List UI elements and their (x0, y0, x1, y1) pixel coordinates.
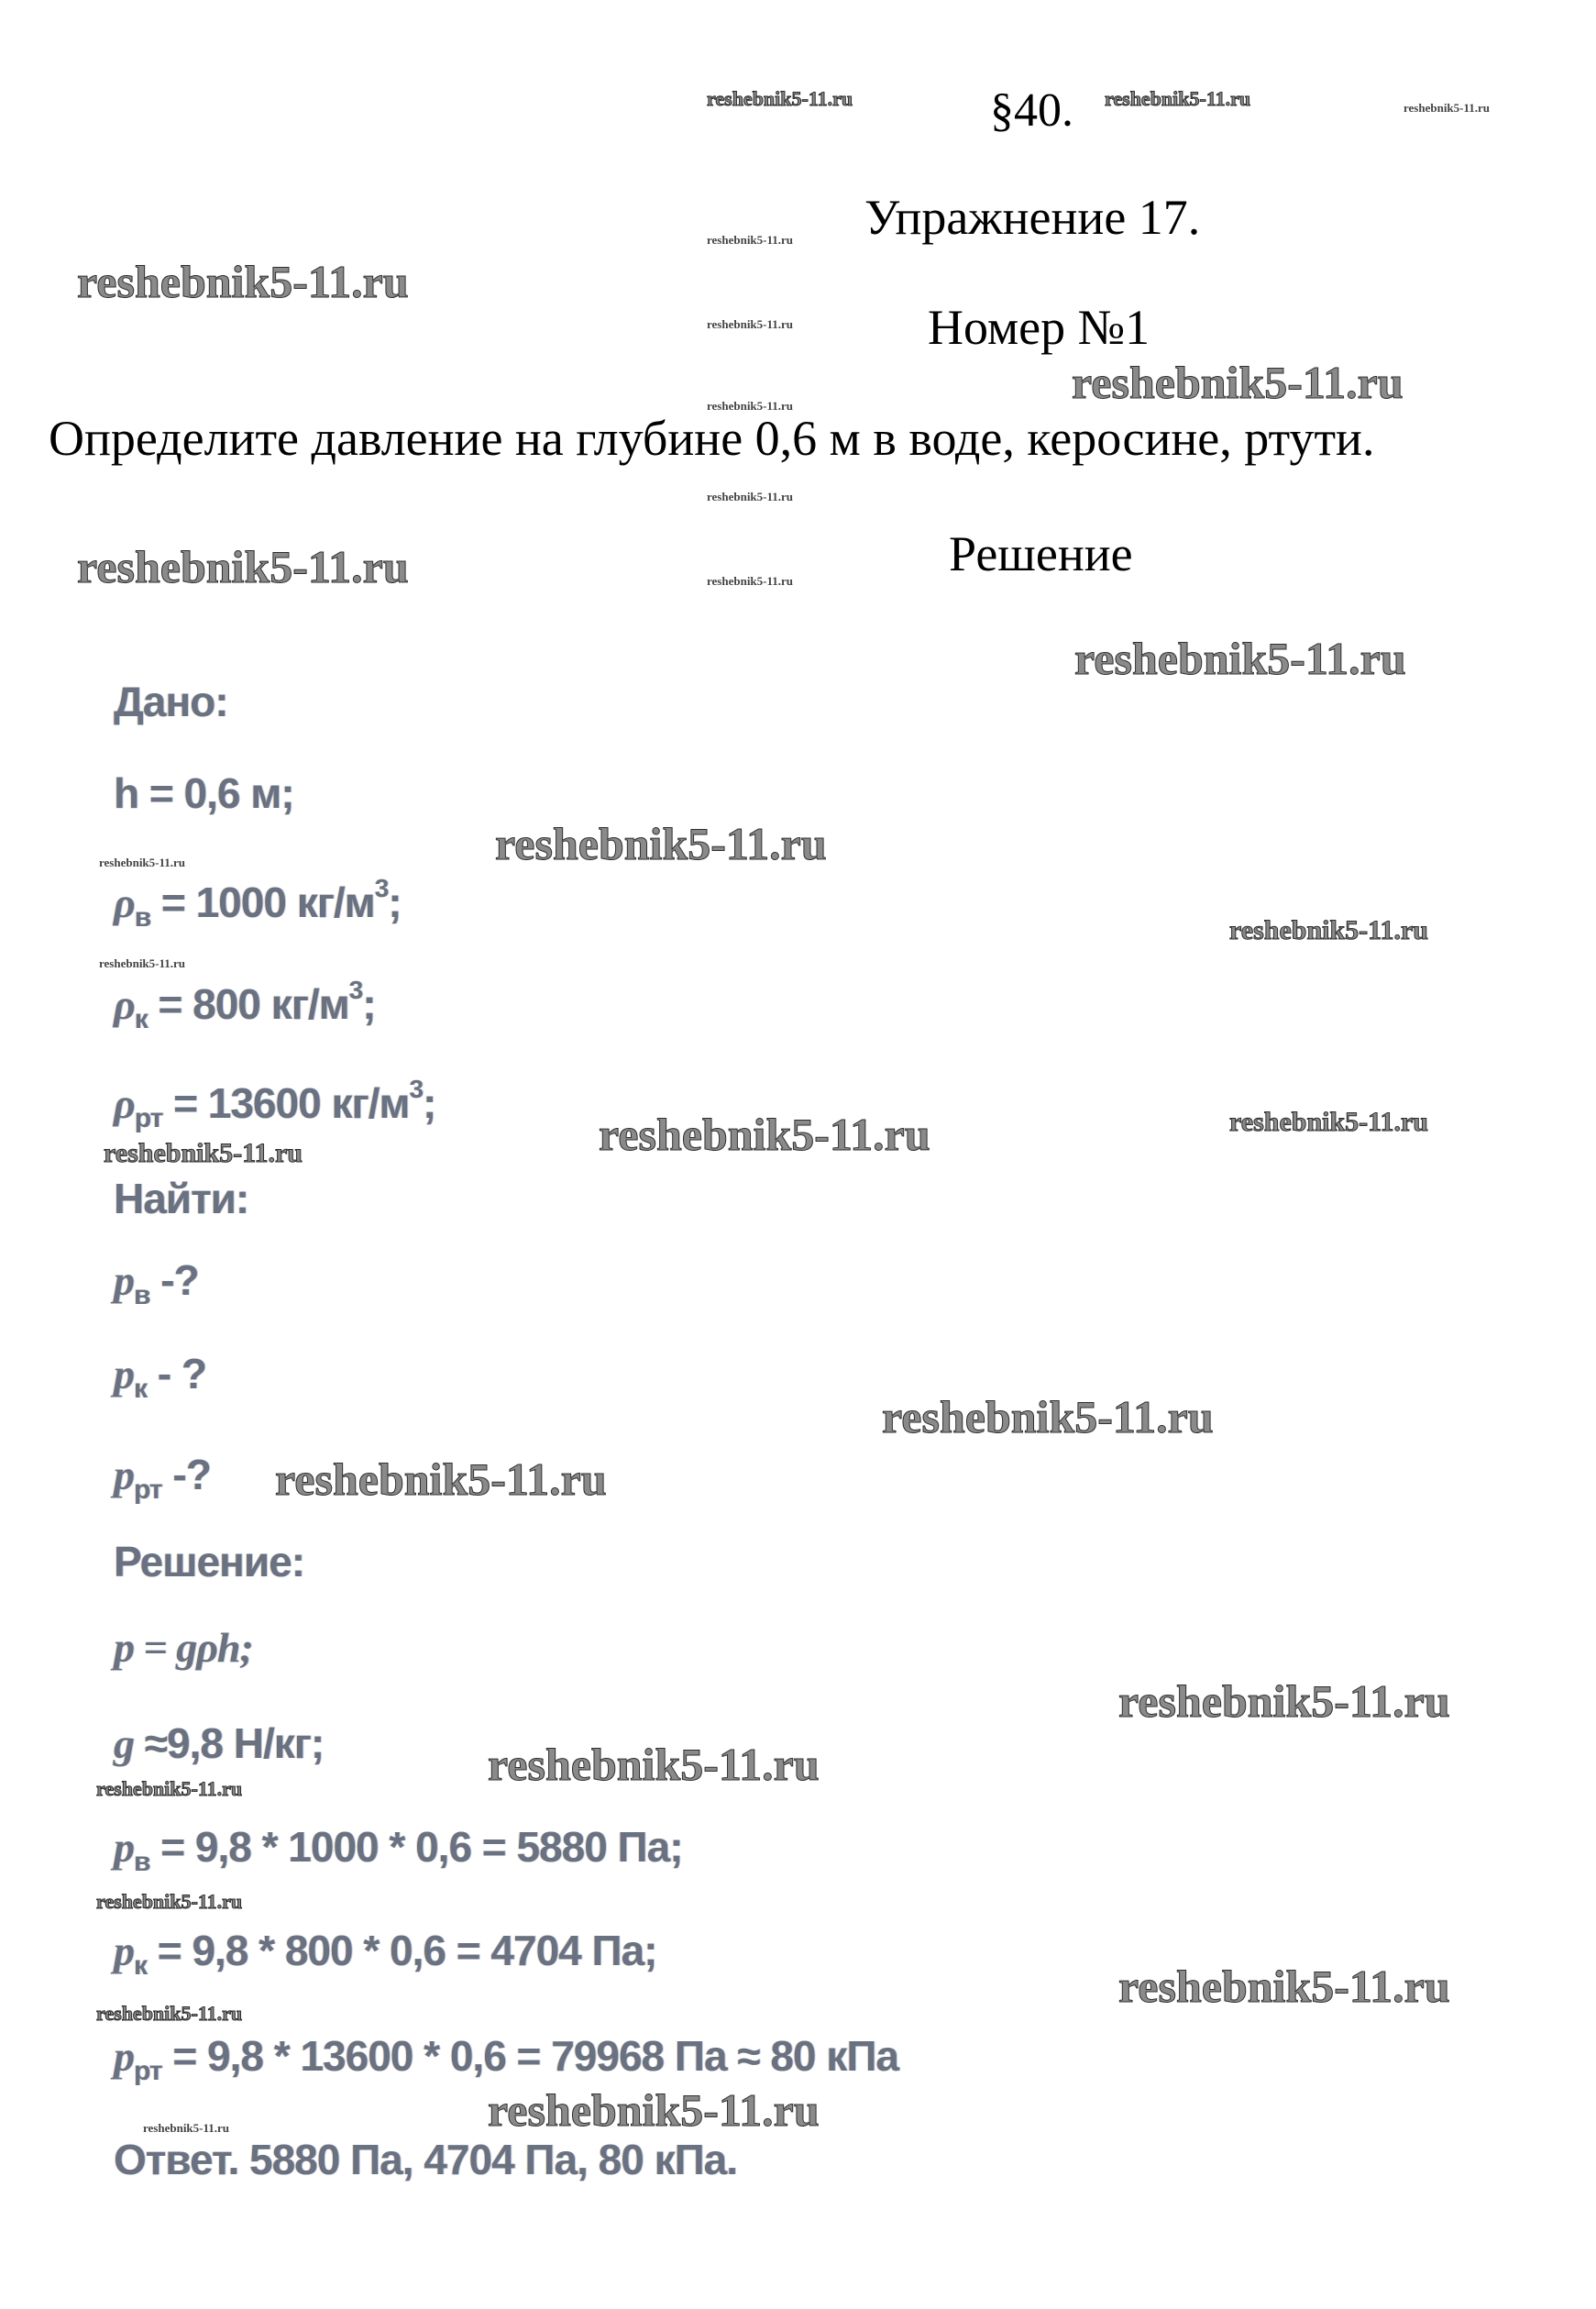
problem-number: Номер №1 (928, 300, 1150, 355)
watermark: reshebnik5-11.ru (1229, 915, 1428, 945)
watermark: reshebnik5-11.ru (96, 1890, 243, 1913)
watermark: reshebnik5-11.ru (77, 541, 409, 592)
watermark: reshebnik5-11.ru (1074, 633, 1406, 684)
watermark: reshebnik5-11.ru (488, 1739, 820, 1790)
watermark: reshebnik5-11.ru (707, 399, 794, 413)
watermark: reshebnik5-11.ru (77, 256, 409, 307)
watermark: reshebnik5-11.ru (707, 233, 794, 247)
solution-heading: Решение (949, 526, 1133, 581)
watermark: reshebnik5-11.ru (143, 2121, 230, 2135)
watermark: reshebnik5-11.ru (96, 2002, 243, 2025)
watermark: reshebnik5-11.ru (104, 1138, 303, 1168)
watermark: reshebnik5-11.ru (99, 956, 186, 970)
find-p-mercury: $p_{рт}$ -? (114, 1451, 211, 1505)
watermark: reshebnik5-11.ru (1118, 1961, 1450, 2012)
watermark: reshebnik5-11.ru (1118, 1675, 1450, 1727)
watermark: reshebnik5-11.ru (707, 490, 794, 503)
watermark: reshebnik5-11.ru (275, 1453, 607, 1505)
watermark: reshebnik5-11.ru (488, 2084, 820, 2136)
given-rho-water: $\rho_в = 1000$ $кг/м^3$; (114, 874, 402, 933)
given-rho-mercury: $\rho_{рт} = 13600$ $кг/м^3$; (114, 1075, 436, 1133)
calc-p-mercury: $p_{рт} = 9,8 * 13600 * 0,6 = 79968$ Па ≈ 80 кПа (114, 2032, 898, 2086)
watermark: reshebnik5-11.ru (1105, 87, 1251, 110)
calc-p-kerosene: $p_к = 9,8 * 800 * 0,6 = 4704$ Па; (114, 1927, 657, 1981)
watermark: reshebnik5-11.ru (1072, 357, 1403, 408)
watermark: reshebnik5-11.ru (1229, 1107, 1428, 1137)
calc-p-water: $p_в = 9,8 * 1000 * 0,6 = 5880$ Па; (114, 1823, 683, 1877)
watermark: reshebnik5-11.ru (707, 87, 853, 110)
watermark: reshebnik5-11.ru (495, 818, 827, 869)
given-rho-kerosene: $\rho_к = 800$ $кг/м^3$; (114, 976, 376, 1034)
watermark: reshebnik5-11.ru (96, 1777, 243, 1800)
watermark: reshebnik5-11.ru (707, 317, 794, 331)
find-label: Найти: (114, 1175, 249, 1222)
answer: Ответ. 5880 Па, 4704 Па, 80 кПа. (114, 2136, 738, 2183)
solve-label: Решение: (114, 1538, 305, 1585)
problem-question: Определите давление на глубине 0,6 м в воде, керосине, ртути. (49, 411, 1375, 466)
exercise-title: Упражнение 17. (864, 190, 1201, 245)
find-p-water: $p_в$ -? (114, 1256, 199, 1310)
watermark: reshebnik5-11.ru (882, 1391, 1214, 1442)
watermark: reshebnik5-11.ru (1403, 101, 1491, 115)
gravity-value: g ≈9,8 Н/кг; (114, 1719, 325, 1767)
section-number: §40. (990, 84, 1073, 137)
given-h: h = 0,6 м; (114, 769, 294, 817)
find-p-kerosene: $p_к$ - ? (114, 1350, 206, 1404)
watermark: reshebnik5-11.ru (599, 1109, 930, 1160)
formula: p = gρh; (114, 1624, 253, 1671)
watermark: reshebnik5-11.ru (707, 574, 794, 588)
watermark: reshebnik5-11.ru (99, 856, 186, 869)
given-label: Дано: (114, 678, 228, 725)
